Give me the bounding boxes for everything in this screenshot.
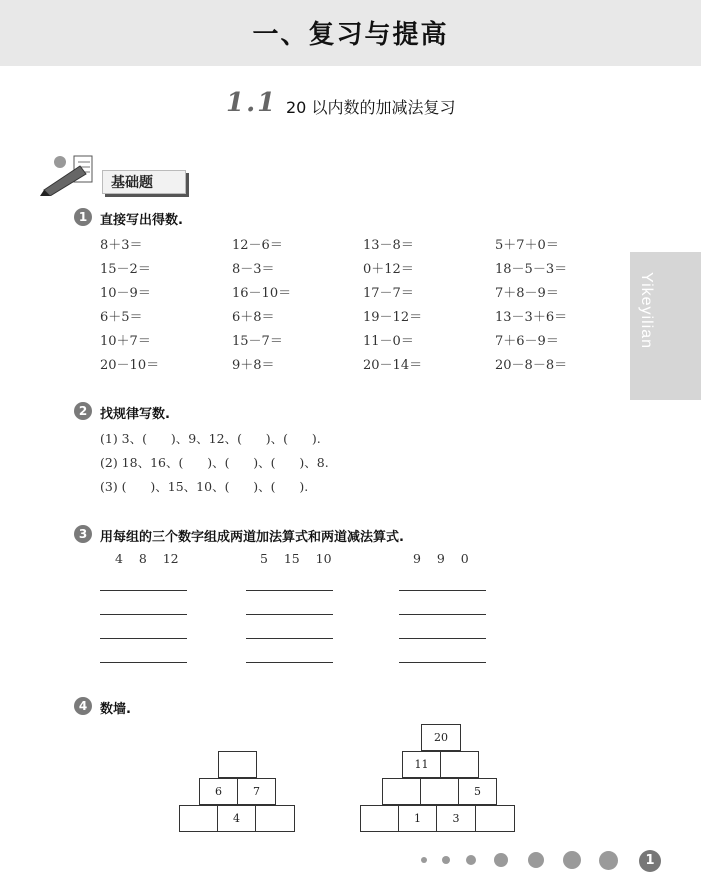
question-1-badge: 1 <box>74 208 92 226</box>
question-1-title: 直接写出得数. <box>100 213 183 228</box>
equation: 8＋3＝ <box>100 238 143 253</box>
equation: 12－6＝ <box>232 238 283 253</box>
answer-line[interactable] <box>100 638 187 639</box>
answer-line[interactable] <box>399 590 486 591</box>
answer-line[interactable] <box>246 614 333 615</box>
answer-line[interactable] <box>246 638 333 639</box>
side-tab-text: Yikeyilian <box>638 272 655 349</box>
answer-line[interactable] <box>399 638 486 639</box>
wall-brick[interactable] <box>475 805 515 832</box>
question-3-badge: 3 <box>74 525 92 543</box>
dot <box>563 851 581 869</box>
equation: 20－14＝ <box>363 358 423 373</box>
answer-line[interactable] <box>246 662 333 663</box>
equation: 15－2＝ <box>100 262 151 277</box>
page-number: 1 <box>639 850 661 872</box>
section-title: 20 以内数的加减法复习 <box>286 98 456 117</box>
dot <box>421 857 427 863</box>
answer-line[interactable] <box>246 590 333 591</box>
equation: 6＋5＝ <box>100 310 143 325</box>
equation: 0＋12＝ <box>363 262 414 277</box>
equation: 16－10＝ <box>232 286 292 301</box>
wall-brick[interactable] <box>420 778 459 805</box>
wall-brick[interactable] <box>179 805 218 832</box>
dot <box>599 851 618 870</box>
chapter-title: 一、复习与提高 <box>252 20 449 50</box>
dot <box>466 855 476 865</box>
wall-brick[interactable] <box>440 751 479 778</box>
equation: 19－12＝ <box>363 310 423 325</box>
equation: 8－3＝ <box>232 262 275 277</box>
sequence-line: (1) 3、( )、9、12、( )、( ). <box>100 431 321 446</box>
number-group: 9 9 0 <box>413 551 469 566</box>
wall-brick: 1 <box>398 805 437 832</box>
wall-brick: 7 <box>237 778 276 805</box>
dot <box>442 856 450 864</box>
answer-line[interactable] <box>399 614 486 615</box>
equation: 20－10＝ <box>100 358 160 373</box>
wall-brick: 6 <box>199 778 238 805</box>
wall-brick: 4 <box>217 805 256 832</box>
pencil-icon <box>40 152 102 196</box>
equation: 7＋8－9＝ <box>495 286 559 301</box>
equation: 13－3＋6＝ <box>495 310 568 325</box>
sequence-line: (3) ( )、15、10、( )、( ). <box>100 479 309 494</box>
wall-brick[interactable] <box>382 778 421 805</box>
equation: 11－0＝ <box>363 334 414 349</box>
answer-line[interactable] <box>100 614 187 615</box>
sequence-line: (2) 18、16、( )、( )、( )、8. <box>100 455 329 470</box>
equation: 5＋7＋0＝ <box>495 238 559 253</box>
answer-line[interactable] <box>100 590 187 591</box>
question-4-badge: 4 <box>74 697 92 715</box>
question-2-title: 找规律写数. <box>100 407 170 422</box>
dot <box>528 852 544 868</box>
equation: 10－9＝ <box>100 286 151 301</box>
equation: 7＋6－9＝ <box>495 334 559 349</box>
basic-questions-label: 基础题 <box>102 170 186 194</box>
wall-brick: 20 <box>421 724 461 751</box>
equation: 13－8＝ <box>363 238 414 253</box>
equation: 17－7＝ <box>363 286 414 301</box>
wall-brick[interactable] <box>218 751 257 778</box>
equation: 9＋8＝ <box>232 358 275 373</box>
question-3-title: 用每组的三个数字组成两道加法算式和两道减法算式. <box>100 530 404 545</box>
wall-brick: 11 <box>402 751 441 778</box>
equation: 6＋8＝ <box>232 310 275 325</box>
dot <box>494 853 508 867</box>
wall-brick[interactable] <box>360 805 399 832</box>
equation: 18－5－3＝ <box>495 262 568 277</box>
answer-line[interactable] <box>100 662 187 663</box>
question-2-badge: 2 <box>74 402 92 420</box>
section-number: 1.1 <box>226 88 278 118</box>
question-4-title: 数墙. <box>100 702 131 717</box>
equation: 20－8－8＝ <box>495 358 568 373</box>
equation: 15－7＝ <box>232 334 283 349</box>
wall-brick[interactable] <box>255 805 295 832</box>
number-group: 4 8 12 <box>115 551 179 566</box>
equation: 10＋7＝ <box>100 334 151 349</box>
wall-brick: 5 <box>458 778 497 805</box>
answer-line[interactable] <box>399 662 486 663</box>
number-group: 5 15 10 <box>260 551 332 566</box>
wall-brick: 3 <box>436 805 476 832</box>
